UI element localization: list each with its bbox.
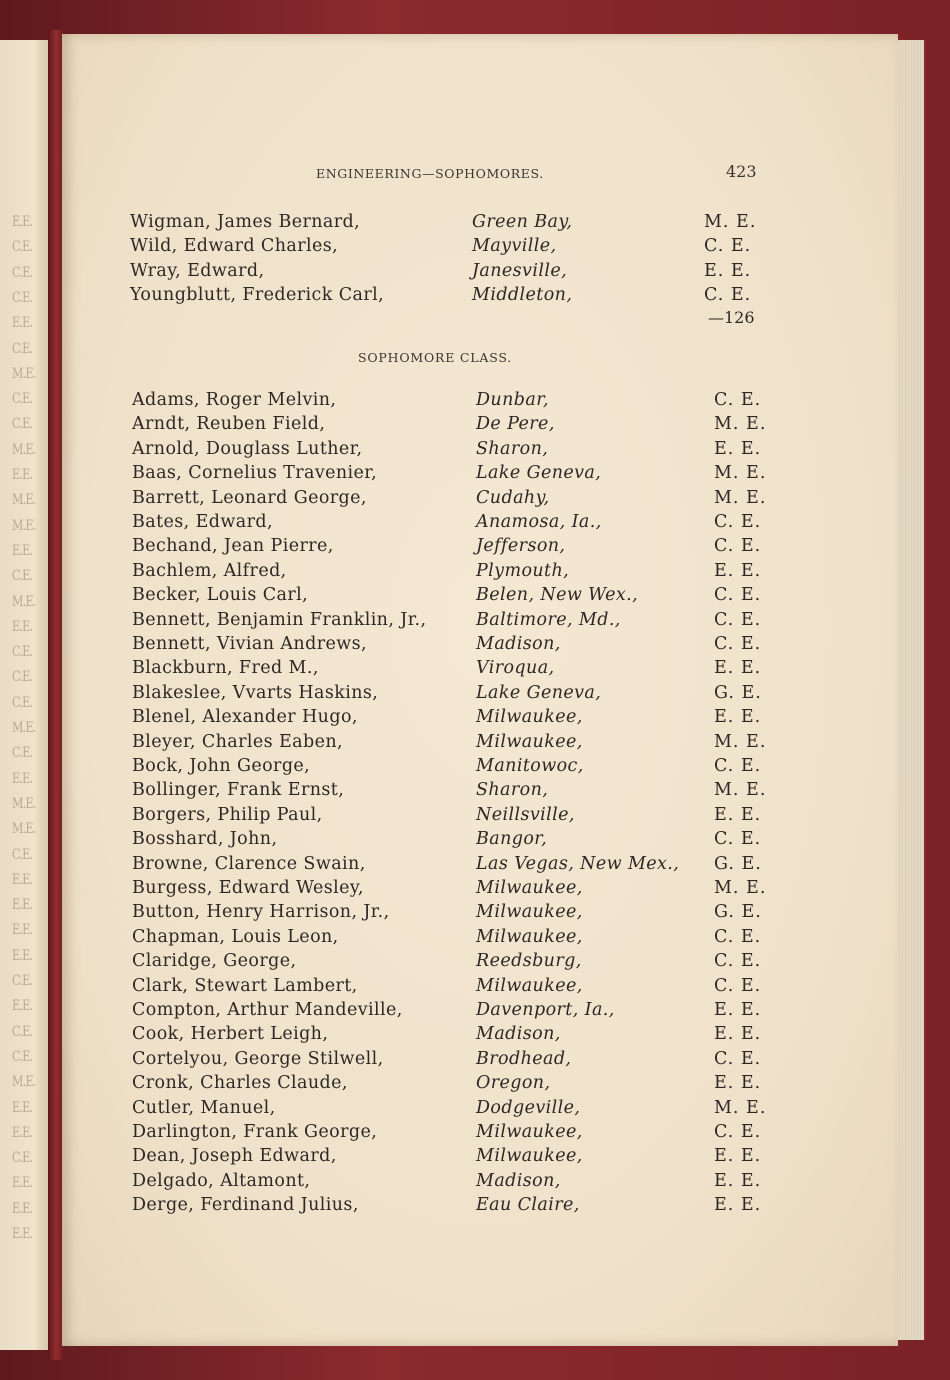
list-item [132,561,792,585]
student-course: G. E. [714,853,762,874]
student-course: E. E. [714,1000,762,1020]
edge-label: C.E. [12,669,33,686]
list-item [132,512,792,536]
student-name: Wild, Edward Charles, [130,236,339,257]
list-item [132,1073,792,1097]
edge-label: C.E. [12,973,33,989]
student-town: Madison, [476,1024,561,1045]
student-town: Milwaukee, [476,926,583,947]
student-name: Arndt, Reuben Field, [132,414,326,435]
student-town: Green Bay, [472,212,573,232]
edge-label: C.E. [12,416,33,433]
student-name: Bosshard, John, [132,829,278,850]
student-name: Burgess, Edward Wesley, [132,878,364,898]
student-town: Anamosa, Ia., [476,512,602,532]
student-name: Blenel, Alexander Hugo, [132,707,358,728]
list-item [132,854,792,878]
student-name: Cortelyou, George Stilwell, [132,1048,384,1069]
student-course: G. E. [714,902,762,923]
edge-label: E.E. [12,542,33,559]
student-course: M. E. [714,780,767,801]
student-name: Cronk, Charles Claude, [132,1073,348,1094]
student-town: Jefferson, [476,536,566,557]
edge-label: C.E. [12,239,33,256]
student-town: Sharon, [476,780,549,801]
edge-label: M.E. [12,1074,36,1091]
student-town: Milwaukee, [476,975,583,996]
student-course: C. E. [714,512,762,532]
edge-label: C.E. [12,694,33,711]
edge-label: C.E. [12,644,33,661]
student-course: C. E. [714,609,762,630]
edge-label: E.E. [12,1099,33,1116]
student-town: Dunbar, [476,390,550,410]
edge-label: E.E. [12,1226,33,1242]
edge-label: M.E. [12,517,36,534]
student-name: Bennett, Benjamin Franklin, Jr., [132,609,427,630]
student-course: M. E. [714,878,767,898]
student-name: Darlington, Frank George, [132,1122,378,1142]
student-course: M. E. [714,731,767,752]
list-item [132,780,792,804]
student-name: Bock, John George, [132,756,311,776]
student-name: Cook, Herbert Leigh, [132,1024,329,1045]
edge-label: C.E. [12,1048,33,1065]
edge-label: M.E. [12,441,36,458]
edge-label: E.E. [12,871,33,888]
student-name: Youngblutt, Frederick Carl, [130,284,385,305]
student-name: Borgers, Philip Paul, [132,804,323,825]
student-town: De Pere, [476,414,555,435]
student-course: E. E. [714,1024,762,1045]
edge-label: E.E. [12,922,33,939]
list-item [132,634,792,658]
student-town: Mayville, [472,236,557,257]
list-item [132,829,792,853]
list-item [130,261,790,285]
student-town: Janesville, [472,260,568,281]
list-item [132,488,792,512]
list-item [132,976,792,1000]
list-item [132,658,792,682]
page-header [62,164,898,184]
student-name: Bennett, Vivian Andrews, [132,634,367,654]
student-course: C. E. [714,926,762,947]
list-item [132,610,792,634]
student-town: Baltimore, Md., [476,609,621,630]
page-fore-edge [898,40,926,1340]
student-town: Belen, New Wex., [476,585,639,606]
student-course: M. E. [704,212,757,232]
list-item [132,1195,792,1219]
list-item [132,1122,792,1146]
list-item [132,756,792,780]
edge-label: C.E. [12,1150,33,1167]
student-name: Delgado, Altamont, [132,1170,311,1191]
edge-label: C.E. [12,1023,33,1040]
student-town: Oregon, [476,1073,551,1094]
student-course: E. E. [714,1146,762,1167]
student-name: Blackburn, Fred M., [132,658,319,679]
list-item [132,683,792,707]
list-item [132,707,792,731]
student-course: E. E. [714,438,762,459]
student-name: Adams, Roger Melvin, [132,390,337,410]
student-town: Milwaukee, [476,878,583,898]
student-course: E. E. [704,260,752,281]
edge-label: C.E. [12,745,33,762]
student-town: Plymouth, [476,560,570,581]
student-name: Bollinger, Frank Ernst, [132,780,345,801]
student-course: C. E. [704,284,752,305]
edge-label: C.E. [12,264,33,281]
student-course: C. E. [714,634,762,654]
student-course: E. E. [714,1170,762,1191]
student-name: Claridge, George, [132,951,297,972]
edge-label: M.E. [12,492,36,509]
student-name: Becker, Louis Carl, [132,585,309,606]
edge-label: C.E. [12,568,33,585]
student-name: Bleyer, Charles Eaben, [132,731,343,752]
list-item [132,1000,792,1024]
student-town: Cudahy, [476,487,550,508]
student-course: G. E. [714,682,762,703]
list-item [132,463,792,487]
student-name: Bachlem, Alfred, [132,560,287,581]
edge-label: E.E. [12,1124,33,1141]
student-town: Manitowoc, [476,756,584,776]
student-town: Las Vegas, New Mex., [476,853,680,874]
student-town: Eau Claire, [476,1195,580,1216]
list-item [132,927,792,951]
student-name: Chapman, Louis Leon, [132,926,339,947]
student-course: C. E. [714,536,762,557]
student-course: C. E. [714,1122,762,1142]
student-town: Milwaukee, [476,731,583,752]
edge-label: C.E. [12,846,33,863]
edge-label: M.E. [12,795,36,812]
student-name: Wray, Edward, [130,260,265,281]
list-item [132,390,792,414]
list-item [132,1098,792,1122]
student-town: Madison, [476,634,561,654]
student-course: M. E. [714,414,767,435]
running-head: ENGINEERING—SOPHOMORES. [316,166,544,181]
student-town: Viroqua, [476,658,555,679]
student-town: Milwaukee, [476,902,583,923]
student-name: Derge, Ferdinand Julius, [132,1195,359,1216]
edge-label: M.E. [12,365,36,382]
edge-label: M.E. [12,720,36,736]
student-name: Blakeslee, Vvarts Haskins, [132,682,379,703]
student-town: Middleton, [472,284,573,305]
edge-label: E.E. [12,1175,33,1192]
student-course: M. E. [714,463,767,484]
student-town: Bangor, [476,829,548,850]
student-course: M. E. [714,487,767,508]
student-town: Milwaukee, [476,1146,583,1167]
student-course: E. E. [714,1073,762,1094]
student-town: Davenport, Ia., [476,1000,615,1020]
student-town: Neillsville, [476,804,575,825]
student-name: Cutler, Manuel, [132,1097,276,1118]
student-course: C. E. [714,756,762,776]
list-item [132,1049,792,1073]
section-title: SOPHOMORE CLASS. [358,350,513,365]
list-item [130,212,790,236]
edge-label: C.E. [12,289,33,306]
student-course: E. E. [714,707,762,728]
student-course: C. E. [704,236,752,257]
student-town: Milwaukee, [476,1122,583,1142]
student-town: Reedsburg, [476,951,582,972]
student-town: Madison, [476,1170,561,1191]
edge-label: M.E. [12,593,36,610]
list-item [132,951,792,975]
list-item [132,902,792,926]
student-name: Barrett, Leonard George, [132,487,367,508]
student-name: Dean, Joseph Edward, [132,1146,337,1167]
list-item [130,285,790,309]
list-item [132,414,792,438]
edge-label: C.E. [12,391,33,408]
edge-label: E.E. [12,1200,33,1217]
edge-label: E.E. [12,467,33,483]
list-item [132,878,792,902]
student-course: M. E. [714,1097,767,1118]
student-name: Bates, Edward, [132,512,273,532]
student-name: Bechand, Jean Pierre, [132,536,334,557]
edge-label: M.E. [12,821,36,838]
student-course: E. E. [714,804,762,825]
list-item [132,439,792,463]
student-town: Brodhead, [476,1048,572,1069]
student-name: Compton, Arthur Mandeville, [132,1000,403,1020]
student-course: E. E. [714,560,762,581]
student-course: C. E. [714,975,762,996]
student-name: Browne, Clarence Swain, [132,853,366,874]
student-town: Lake Geneva, [476,463,602,484]
page-number: 423 [726,162,757,181]
student-name: Clark, Stewart Lambert, [132,975,358,996]
edge-label: E.E. [12,214,33,230]
list-item [132,732,792,756]
list-item [130,236,790,260]
student-name: Wigman, James Bernard, [130,212,361,232]
list-item [132,1171,792,1195]
student-town: Lake Geneva, [476,682,602,703]
edge-label: E.E. [12,770,33,787]
edge-label: E.E. [12,315,33,332]
student-course: E. E. [714,658,762,679]
list-item [132,536,792,560]
student-town: Milwaukee, [476,707,583,728]
edge-label: E.E. [12,897,33,914]
list-item [132,585,792,609]
list-item [132,805,792,829]
student-course: E. E. [714,1195,762,1216]
student-name: Baas, Cornelius Travenier, [132,463,378,484]
edge-label: E.E. [12,947,33,964]
student-course: C. E. [714,1048,762,1069]
student-name: Arnold, Douglass Luther, [132,438,363,459]
student-town: Sharon, [476,438,549,459]
student-course: C. E. [714,829,762,850]
student-town: Dodgeville, [476,1097,581,1118]
student-course: C. E. [714,585,762,606]
student-course: C. E. [714,951,762,972]
edge-label: E.E. [12,618,33,635]
edge-label: E.E. [12,998,33,1015]
list-item [132,1024,792,1048]
list-item [132,1146,792,1170]
student-course: C. E. [714,390,762,410]
student-name: Button, Henry Harrison, Jr., [132,902,390,923]
class-total: —126 [708,308,755,327]
edge-label: C.E. [12,340,33,357]
